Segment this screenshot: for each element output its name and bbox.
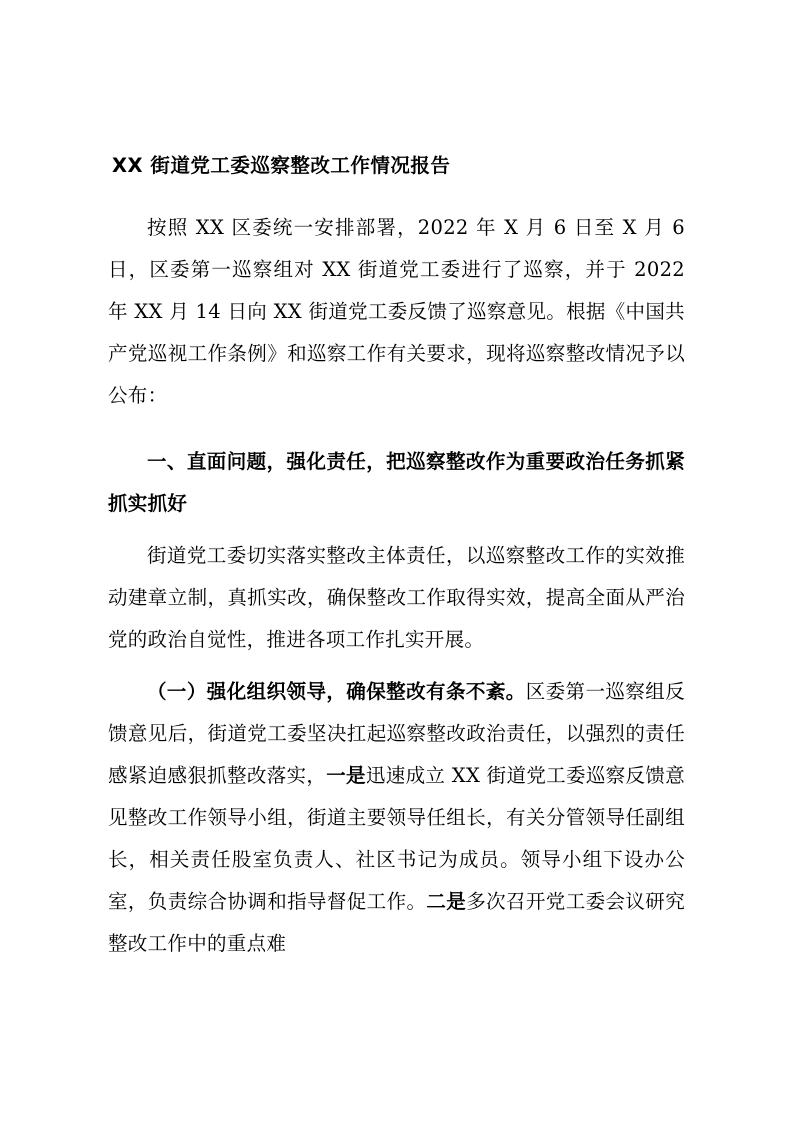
enumeration-marker-one: 一是 bbox=[326, 764, 366, 788]
section-heading-1: 一、直面问题，强化责任，把巡察整改作为重要政治任务抓紧抓实抓好 bbox=[108, 450, 685, 516]
subsection-lead-label: （一）强化组织领导，确保整改有条不紊。 bbox=[147, 680, 526, 704]
subsection-paragraph-1 bbox=[108, 671, 685, 965]
subsection-body-part-2: 迅速成立 XX 街道党工委巡察反馈意见整改工作领导小组，街道主要领导任组长，有关分管领导任副组长，相关责任股室负责人、社区书记为成员。领导小组下设办公室，负责综合协调和指导督促工作。 bbox=[108, 764, 685, 914]
subsection-body-part-3: 多次召开党工委会议研究整改工作中的重点难 bbox=[108, 890, 685, 956]
page-title: XX 街道党工委巡察整改工作情况报告 bbox=[112, 154, 451, 177]
section-paragraph-1: 街道党工委切实落实整改主体责任，以巡察整改工作的实效推动建章立制，真抓实改，确保整改工作取得实效，提高全面从严治党的政治自觉性，推进各项工作扎实开展。 bbox=[108, 544, 685, 652]
subsection-body-part-1: 区委第一巡察组反馈意见后，街道党工委坚决扛起巡察整改政治责任，以强烈的责任感紧迫感狠抓整改落实， bbox=[108, 680, 686, 788]
intro-paragraph: 按照 XX 区委统一安排部署，2022 年 X 月 6 日至 X 月 6 日，区委第一巡察组对 XX 街道党工委进行了巡察，并于 2022 年 XX 月 14 日向 XX 街道党工委反馈了巡察意见。根据《中国共产党巡视工作条例》和巡察工作有关要求，现将巡察整改情况予以公布： bbox=[108, 216, 685, 408]
enumeration-marker-two: 二是 bbox=[426, 890, 467, 914]
